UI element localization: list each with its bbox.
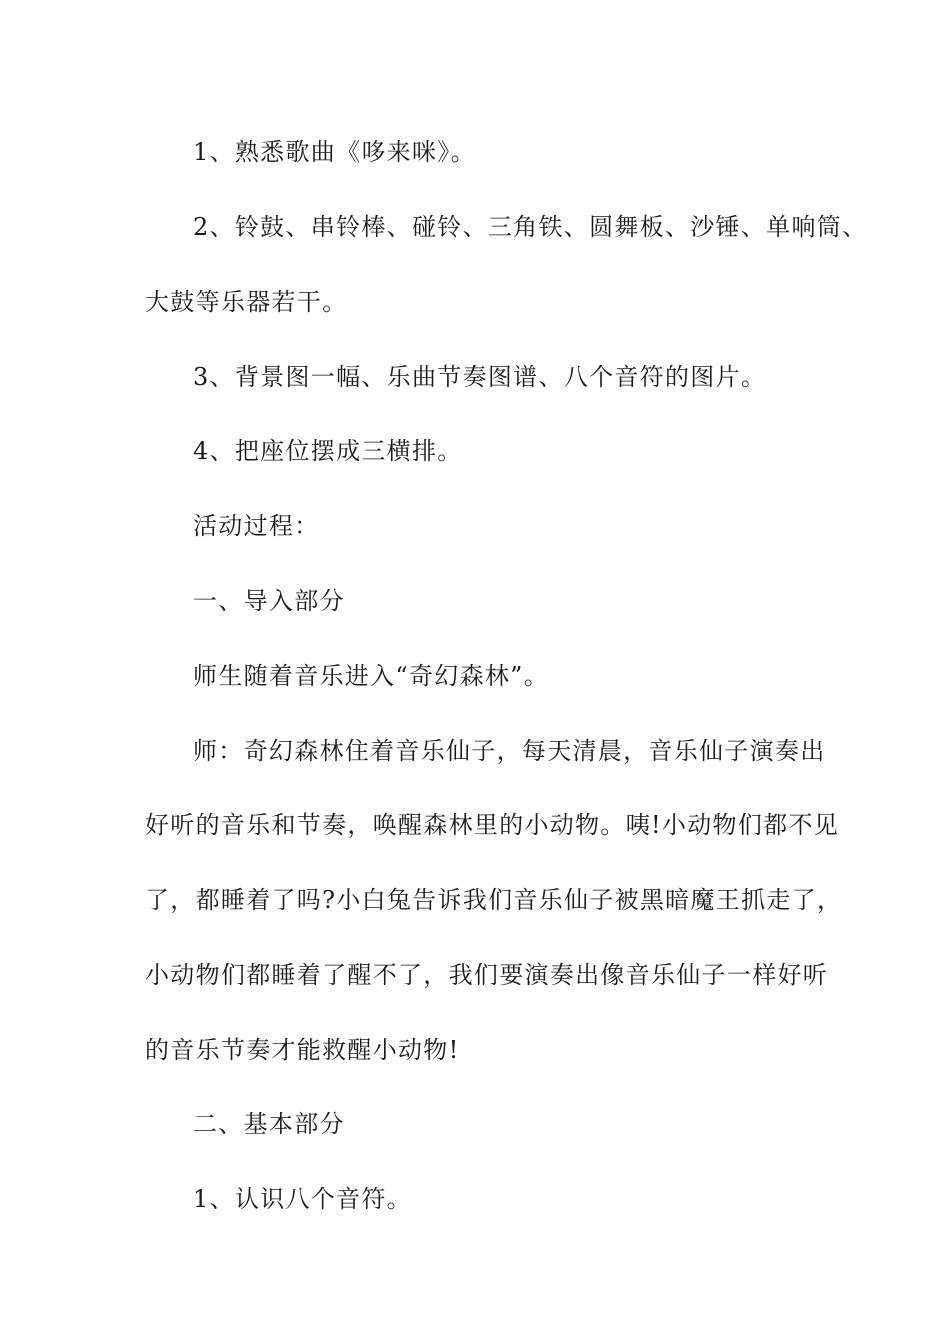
section-heading-introduction: 一、导入部分: [193, 587, 345, 615]
material-item-1: 1、熟悉歌曲《哆来咪》。: [193, 138, 476, 166]
paragraph-line: 小动物们都睡着了醒不了，我们要演奏出像音乐仙子一样好听: [145, 961, 829, 989]
material-item-4: 4、把座位摆成三横排。: [193, 437, 463, 465]
material-item-2: 2、铃鼓、串铃棒、碰铃、三角铁、圆舞板、沙锤、单响筒、: [193, 213, 868, 241]
paragraph-line: 了，都睡着了吗?小白兔告诉我们音乐仙子被黑暗魔王抓走了，: [145, 886, 843, 914]
paragraph-line: 的音乐节奏才能救醒小动物!: [145, 1036, 460, 1064]
paragraph-line: 好听的音乐和节奏，唤醒森林里的小动物。咦!小动物们都不见: [145, 811, 840, 839]
section-heading-activity-process: 活动过程：: [193, 512, 320, 540]
material-item-2-continued: 大鼓等乐器若干。: [145, 288, 348, 316]
section-heading-basic-part: 二、基本部分: [193, 1110, 345, 1138]
basic-part-item-1: 1、认识八个音符。: [193, 1185, 412, 1213]
material-item-3: 3、背景图一幅、乐曲节奏图谱、八个音符的图片。: [193, 363, 767, 391]
paragraph-line: 师：奇幻森林住着音乐仙子，每天清晨，音乐仙子演奏出: [193, 737, 826, 765]
paragraph-line: 师生随着音乐进入“奇幻森林”。: [193, 662, 550, 690]
